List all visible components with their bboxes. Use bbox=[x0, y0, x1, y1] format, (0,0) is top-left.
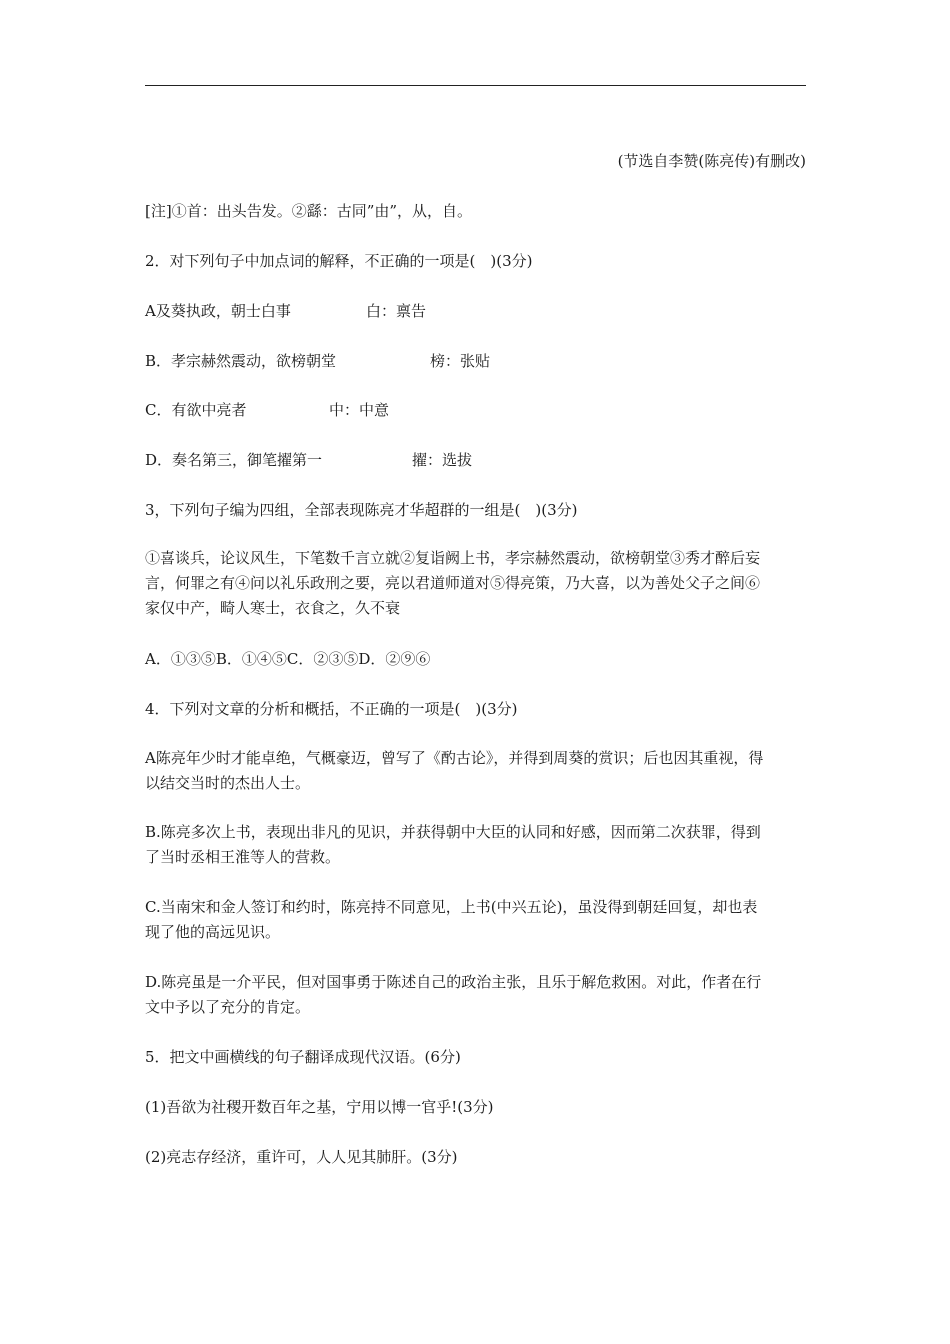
q2-stem: 2．对下列句子中加点词的解释，不正确的一项是( )(3分) bbox=[145, 252, 533, 270]
q4-stem: 4．下列对文章的分析和概括，不正确的一项是( )(3分) bbox=[145, 700, 518, 718]
q2-option-b-text: B．孝宗赫然震动，欲榜朝堂 bbox=[145, 352, 337, 370]
q4-option-line: 以结交当时的杰出人士。 bbox=[145, 774, 311, 792]
q3-sentence-line: 言，何罪之有④问以礼乐政刑之要，亮以君道师道对⑤得亮策，乃大喜，以为善处父子之间⑥ bbox=[145, 574, 761, 592]
q2-option-b bbox=[145, 352, 806, 370]
q2-option-a-text: A及葵执政，朝士白事 bbox=[145, 302, 291, 320]
q4-option-line: B.陈亮多次上书，表现出非凡的见识，并获得朝中大臣的认同和好感，因而第二次获罪，得到 bbox=[145, 823, 761, 841]
source-note: (节选自李赞(陈亮传)有删改) bbox=[617, 152, 806, 170]
q5-item-2: (2)亮志存经济，重许可，人人见其肺肝。(3分) bbox=[145, 1148, 458, 1166]
q4-option-line: D.陈亮虽是一介平民，但对国事勇于陈述自己的政治主张，且乐于解危救困。对此，作者在行 bbox=[145, 973, 762, 991]
q2-option-d bbox=[145, 451, 806, 469]
q2-option-c bbox=[145, 401, 806, 419]
q4-option-line: C.当南宋和金人签订和约时，陈亮持不同意见，上书(中兴五论)，虽没得到朝廷回复，却也表 bbox=[145, 898, 758, 916]
q4-option-d bbox=[145, 970, 806, 1020]
q5-stem: 5．把文中画横线的句子翻译成现代汉语。(6分) bbox=[145, 1048, 461, 1066]
q2-option-a-gloss: 白：禀告 bbox=[366, 302, 427, 320]
q3-choices: A．①③⑤B．①④⑤C．②③⑤D．②⑨⑥ bbox=[145, 650, 431, 668]
annotation-note: [注]①首：出头告发。②繇：古同”由”，从，自。 bbox=[145, 202, 473, 220]
q4-option-b bbox=[145, 820, 806, 870]
q5-item-1: (1)吾欲为社稷开数百年之基，宁用以博一官乎!(3分) bbox=[145, 1098, 494, 1116]
q4-option-line: 了当时丞相王淮等人的营救。 bbox=[145, 848, 341, 866]
q4-option-line: A陈亮年少时才能卓绝，气概豪迈，曾写了《酌古论》，并得到周葵的赏识；后也因其重视，得 bbox=[145, 749, 764, 767]
q2-option-c-text: C．有欲中亮者 bbox=[145, 401, 247, 419]
q4-option-line: 文中予以了充分的肯定。 bbox=[145, 998, 311, 1016]
q2-option-d-text: D．奏名第三，御笔擢第一 bbox=[145, 451, 323, 469]
q4-option-a bbox=[145, 746, 806, 796]
q3-sentences bbox=[145, 546, 806, 621]
q2-option-c-gloss: 中：中意 bbox=[329, 401, 390, 419]
q2-option-d-gloss: 擢：选拔 bbox=[412, 451, 473, 469]
q2-option-a bbox=[145, 302, 806, 320]
q2-option-b-gloss: 榜：张贴 bbox=[430, 352, 491, 370]
header-rule bbox=[145, 85, 806, 86]
q3-sentence-line: 家仅中产，畸人寒士，衣食之，久不衰 bbox=[145, 599, 401, 617]
q3-stem: 3，下列句子编为四组，全部表现陈亮才华超群的一组是( )(3分) bbox=[145, 501, 578, 519]
q3-sentence-line: ①喜谈兵，论议风生，下笔数千言立就②复诣阙上书，孝宗赫然震动，欲榜朝堂③秀才醉后妄 bbox=[145, 549, 761, 567]
q4-option-line: 现了他的高远见识。 bbox=[145, 923, 281, 941]
q4-option-c bbox=[145, 895, 806, 945]
